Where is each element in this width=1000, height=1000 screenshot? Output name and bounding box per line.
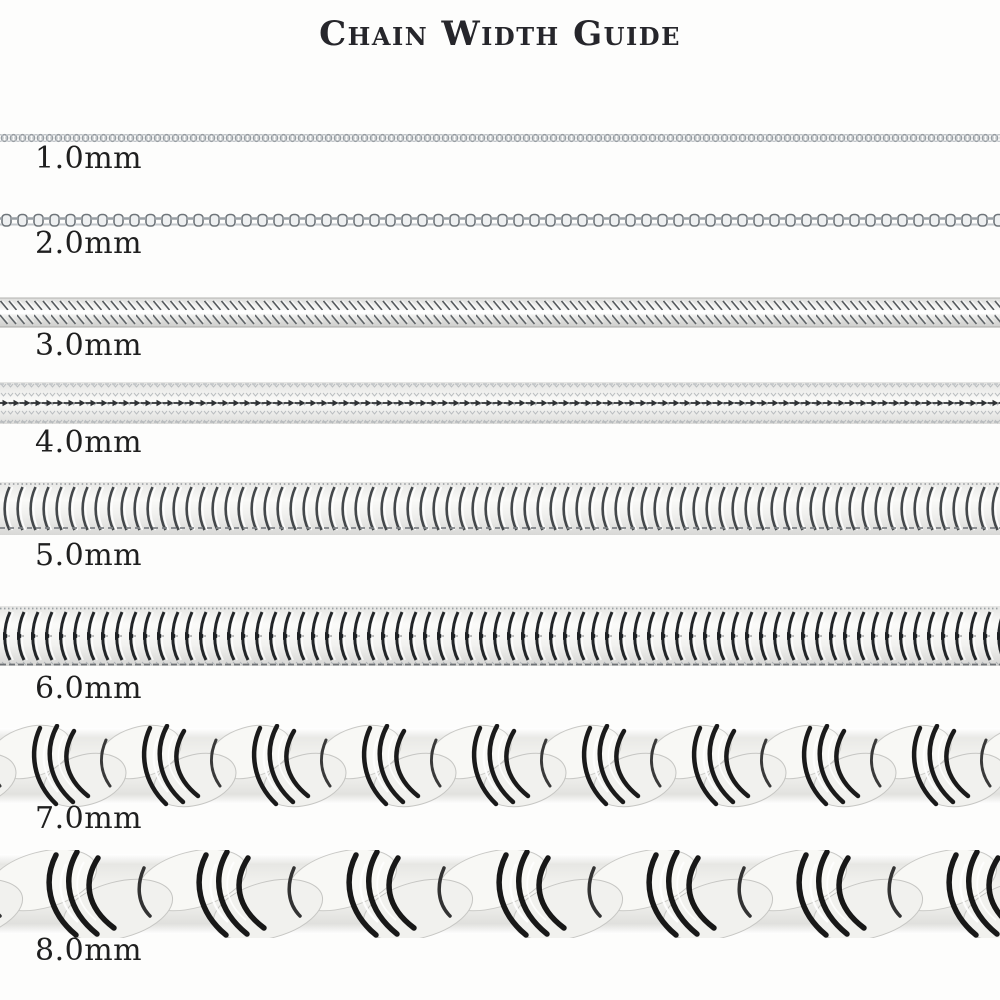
snake-chain-5mm-graphic — [0, 481, 1000, 536]
chain-sample-6mm-snake-chain — [0, 605, 1000, 667]
page-title: Chain Width Guide — [319, 14, 681, 54]
snake-chain-6mm-graphic — [0, 605, 1000, 667]
box-chain-2mm-graphic — [0, 210, 1000, 231]
chain-sample-5mm-snake-chain — [0, 481, 1000, 536]
chain-width-label-6mm: 6.0mm — [35, 671, 143, 706]
chain-width-label-7mm: 7.0mm — [35, 801, 143, 836]
rope-chain-7mm-graphic — [0, 724, 1000, 808]
chain-sample-2mm-box-chain — [0, 210, 1000, 231]
chain-sample-7mm-rope-chain — [0, 724, 1000, 808]
chain-width-label-3mm: 3.0mm — [35, 328, 143, 363]
snake-chain-3mm-graphic — [0, 297, 1000, 328]
chain-width-label-5mm: 5.0mm — [35, 538, 143, 573]
box-chain-1mm-graphic — [0, 131, 1000, 145]
chain-width-label-4mm: 4.0mm — [35, 425, 143, 460]
chain-sample-8mm-rope-chain — [0, 850, 1000, 938]
rope-chain-8mm-graphic — [0, 850, 1000, 938]
chain-width-label-8mm: 8.0mm — [35, 933, 143, 968]
chain-width-label-2mm: 2.0mm — [35, 226, 143, 261]
chain-sample-4mm-snake-chain — [0, 381, 1000, 425]
chain-sample-1mm-box-chain — [0, 131, 1000, 145]
snake-chain-4mm-graphic — [0, 381, 1000, 425]
chain-sample-3mm-snake-chain — [0, 297, 1000, 328]
chain-width-label-1mm: 1.0mm — [35, 141, 143, 176]
